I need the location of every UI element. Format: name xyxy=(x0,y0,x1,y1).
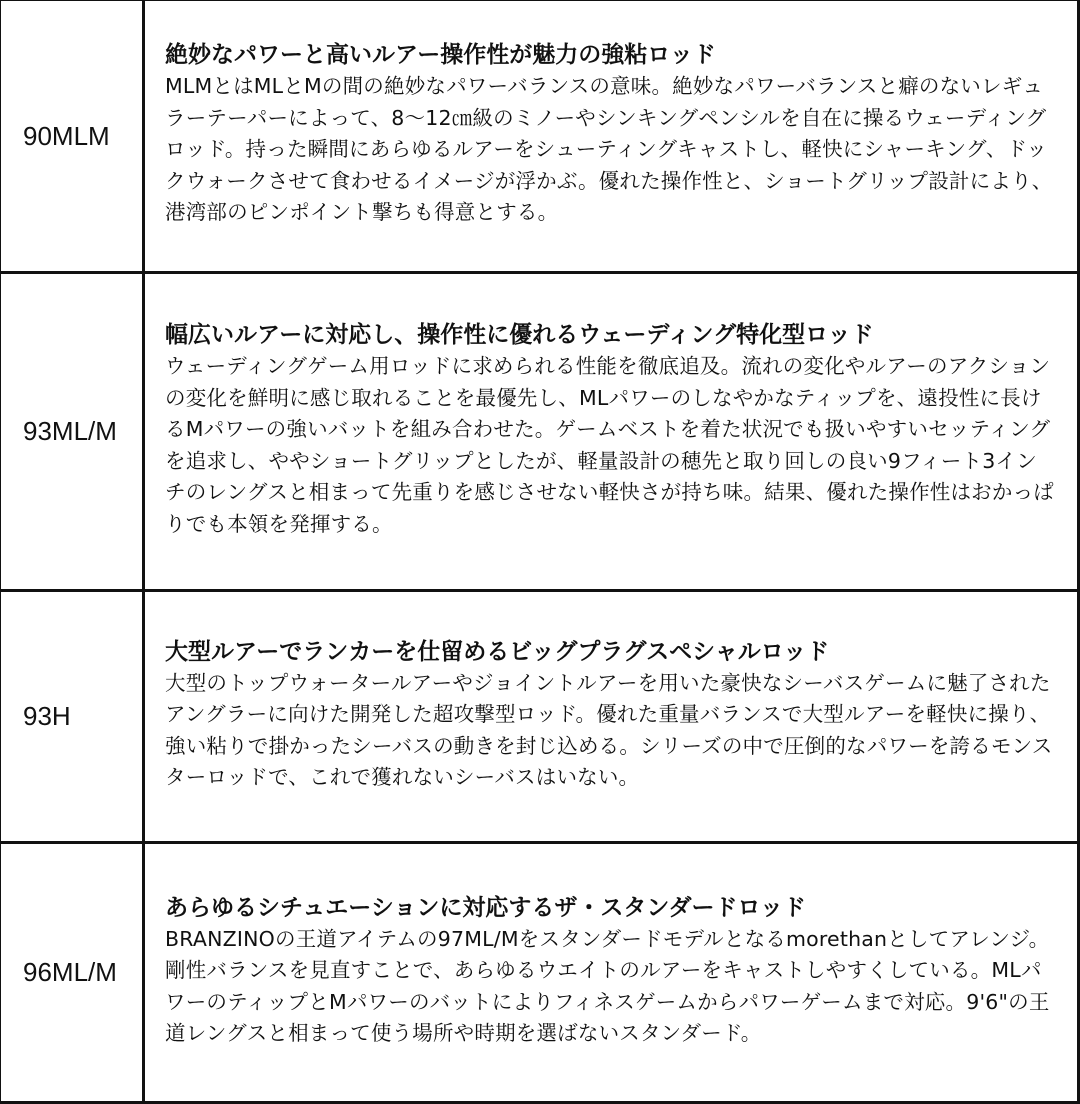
model-name: 93ML/M xyxy=(0,273,144,591)
row-body: 大型のトップウォータールアーやジョイントルアーを用いた豪快なシーバスゲームに魅了されたアングラーに向けた開発した超攻撃型ロッド。優れた重量バランスで大型ルアーを軽快に操り、強い粘りで掛かったシーバスの動きを封じ込める。シリーズの中で圧倒的なパワーを誇るモンスターロッドで、これで獲れないシーバスはいない。 xyxy=(165,670,1053,789)
row-body: MLMとはMLとMの間の絶妙なパワーバランスの意味。絶妙なパワーバランスと癖のないレギュラーテーパーによって、8〜12㎝級のミノーやシンキングペンシルを自在に操るウェーディングロッド。持った瞬間にあらゆるルアーをシューティングキャストし、軽快にシャーキング、ドックウォークさせて食わせるイメージが浮かぶ。優れた操作性と、ショートグリップ設計により、港湾部のピンポイント撃ちも得意とする。 xyxy=(165,74,1053,225)
row-heading: 絶妙なパワーと高いルアー操作性が魅力の強粘ロッド xyxy=(165,42,716,69)
row-body: BRANZINOの王道アイテムの97ML/Mをスタンダードモデルとなるmorethanとしてアレンジ。剛性バランスを見直すことで、あらゆるウエイトのルアーをキャストしやすくしている。MLパワーのティップとMパワーのバットによりフィネスゲームからパワーゲームまで対応。9'6"の王道レングスと相まって使う場所や時期を選ばないスタンダード。 xyxy=(165,926,1050,1045)
row-heading: 大型ルアーでランカーを仕留めるビッグプラグスペシャルロッド xyxy=(165,638,830,665)
table-row xyxy=(0,843,1079,1103)
description-cell xyxy=(144,591,1079,843)
model-name: 93H xyxy=(0,591,144,843)
model-name: 96ML/M xyxy=(0,843,144,1103)
description-cell xyxy=(144,0,1079,273)
row-heading: 幅広いルアーに対応し、操作性に優れるウェーディング特化型ロッド xyxy=(165,322,874,348)
row-body: ウェーディングゲーム用ロッドに求められる性能を徹底追及。流れの変化やルアーのアクションの変化を鮮明に感じ取れることを最優先し、MLパワーのしなやかなティップを、遠投性に長けるMパワーの強いバットを組み合わせた。ゲームベストを着た状況でも扱いやすいセッティングを追求し、ややショートグリップとしたが、軽量設計の穂先と取り回しの良い9フィート3インチのレングスと相まって先重りを感じさせない軽快さが持ち味。結果、優れた操作性はおかっぱりでも本領を発揮する。 xyxy=(165,354,1054,536)
model-name: 90MLM xyxy=(0,0,144,273)
description-cell xyxy=(144,843,1079,1103)
table-row xyxy=(0,0,1079,273)
table-row xyxy=(0,591,1079,843)
description-cell xyxy=(144,273,1079,591)
table-row xyxy=(0,273,1079,591)
row-heading: あらゆるシチュエーションに対応するザ・スタンダードロッド xyxy=(165,894,807,921)
